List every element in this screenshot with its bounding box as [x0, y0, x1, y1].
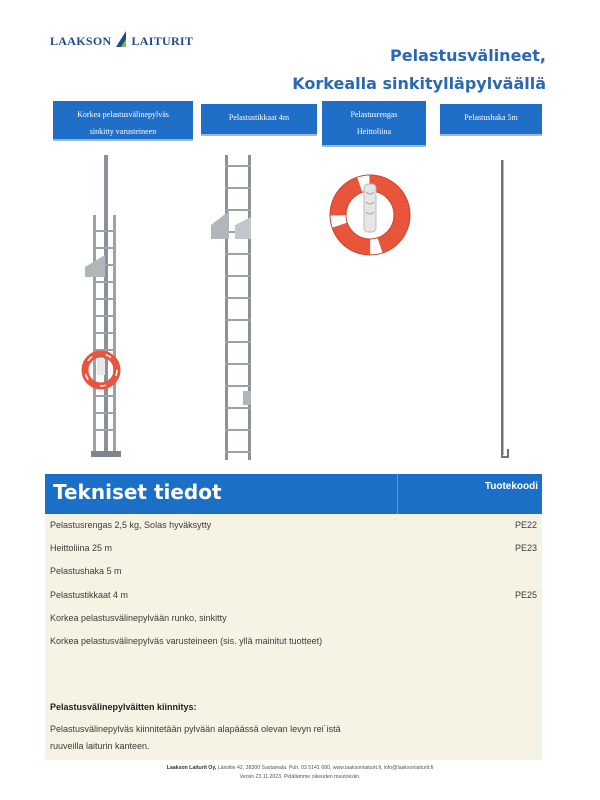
product-label-hook: [440, 104, 542, 134]
rescue-pole-image: [75, 155, 135, 465]
product-label-pole: [53, 101, 193, 139]
product-label-ring: [322, 101, 426, 145]
logo-mark-icon: [113, 30, 129, 48]
footer-contact: [0, 765, 600, 771]
product-label-line: Pelastusrengas: [350, 110, 398, 119]
spec-name: Heittoliina 25 m: [50, 543, 113, 553]
product-label-line: Heittoliina: [356, 127, 392, 136]
footer-address: Länsitie 42, 38300 Sastamala. Puh. 03 5141 680, www.laaksonlaiturit.fi, info@laaksonlaiturit.fi: [216, 765, 434, 771]
header-divider: [397, 474, 398, 514]
product-label-line: Korkea pelastusvälinepylväs: [77, 110, 169, 119]
spec-name: Pelastusrengas 2,5 kg, Solas hyväksytty: [50, 520, 212, 530]
product-label-ladder: [201, 104, 317, 134]
rescue-ladder-image: [205, 155, 255, 465]
product-label-line: Pelastustikkaat 4m: [228, 113, 290, 122]
logo-text-part1: LAAKSON: [50, 33, 112, 48]
spec-row: [50, 636, 537, 652]
spec-row: [50, 543, 537, 559]
spec-row: [50, 566, 537, 582]
footer-company: Laakson Laiturit Oy,: [166, 765, 217, 771]
mounting-title: Pelastusvälinepylväitten kiinnitys:: [50, 702, 197, 712]
page-title-line2: Korkealla sinkitylläpylväällä: [292, 74, 546, 93]
mounting-text-line1: Pelastusvälinepylväs kiinnitetään pylvään alapäässä olevan levyn rei´istä: [50, 724, 341, 734]
footer-version: Versio 23.11.2023. Pidätämme oikeuden muutoksiin.: [239, 774, 361, 780]
spec-name: Pelastustikkaat 4 m: [50, 590, 129, 600]
mounting-text-line2: ruuveilla laiturin kanteen.: [50, 741, 150, 751]
lifebuoy-image: [326, 170, 416, 260]
page-title-line1: Pelastusvälineet,: [390, 46, 546, 65]
spec-code: PE22: [514, 520, 537, 530]
spec-name: Korkea pelastusvälinepylvään runko, sinkitty: [50, 613, 227, 623]
company-logo: [50, 30, 193, 52]
spec-row: [50, 613, 537, 629]
tech-specs-body: [45, 514, 542, 760]
product-label-line: Pelastushaka 5m: [464, 113, 518, 122]
spec-name: Korkea pelastusvälinepylväs varusteineen (sis. yllä mainitut tuotteet): [50, 636, 323, 646]
rescue-hook-image: [492, 160, 512, 460]
logo-text-part2: LAITURIT: [131, 33, 194, 48]
spec-name: Pelastushaka 5 m: [50, 566, 122, 576]
spec-row: [50, 520, 537, 536]
product-code-header: Tuotekoodi: [484, 481, 538, 492]
product-label-line: sinkitty varusteineen: [89, 127, 157, 136]
tech-specs-header: [45, 474, 542, 514]
tech-specs-title: Tekniset tiedot: [53, 480, 222, 504]
spec-code: PE25: [514, 590, 537, 600]
spec-row: [50, 590, 537, 606]
spec-code: PE23: [514, 543, 537, 553]
